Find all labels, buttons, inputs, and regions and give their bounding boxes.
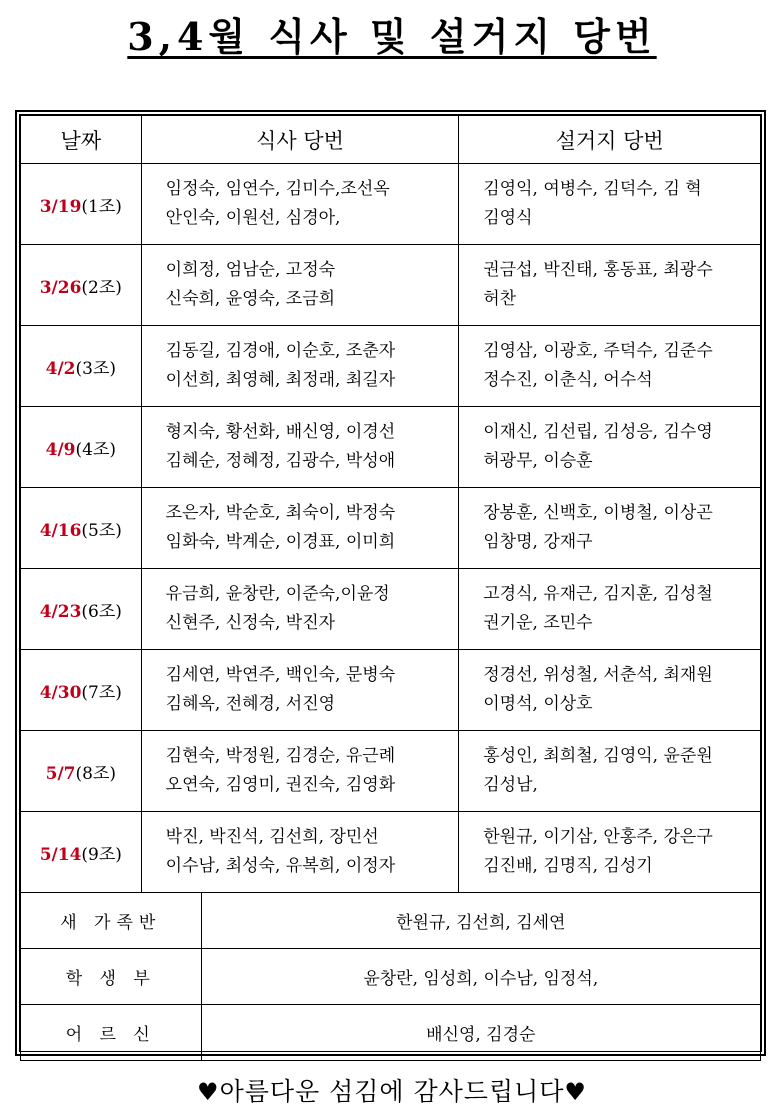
meal-duty-names: 조은자, 박순호, 최숙이, 박정숙 <box>165 503 396 523</box>
special-group-row <box>21 893 761 949</box>
date-value: 3/19 <box>39 196 82 217</box>
date-value: 4/30 <box>39 682 82 703</box>
date-cell <box>21 812 142 893</box>
special-group-label: 학 생 부 <box>21 949 202 1005</box>
special-group-names: 윤창란, 임성희, 이수남, 임정석, <box>201 949 760 1005</box>
meal-duty-names: 이선희, 최영혜, 최정래, 최길자 <box>165 370 396 390</box>
table-row <box>21 731 761 812</box>
special-group-row <box>21 949 761 1005</box>
dish-duty-cell <box>459 812 761 893</box>
special-group-row <box>21 1005 761 1061</box>
table-row <box>21 245 761 326</box>
meal-duty-cell <box>141 245 459 326</box>
meal-duty-names: 김세연, 박연주, 백인숙, 문병숙 <box>165 665 396 685</box>
dish-duty-cell <box>459 488 761 569</box>
dish-duty-names: 정경선, 위성철, 서춘석, 최재원 <box>483 665 713 685</box>
dish-duty-names: 이재신, 김선립, 김성응, 김수영 <box>483 422 713 442</box>
group-label: (7조) <box>81 682 122 703</box>
closing-message <box>0 1072 784 1108</box>
heart-icon: ♥ <box>197 1078 220 1106</box>
group-label: (1조) <box>81 196 122 217</box>
table-row <box>21 407 761 488</box>
dish-column-header: 설거지 당번 <box>459 116 761 164</box>
dish-duty-names: 허광무, 이승훈 <box>483 451 593 471</box>
group-label: (5조) <box>81 520 122 541</box>
dish-duty-names: 장봉훈, 신백호, 이병철, 이상곤 <box>483 503 713 523</box>
date-value: 4/9 <box>45 439 76 460</box>
table-row <box>21 326 761 407</box>
date-cell <box>21 488 142 569</box>
special-group-label: 어 르 신 <box>21 1005 202 1061</box>
page-title <box>0 6 784 61</box>
date-column-header: 날짜 <box>21 116 142 164</box>
dish-duty-names: 김성남, <box>483 775 538 795</box>
meal-duty-names: 형지숙, 황선화, 배신영, 이경선 <box>165 422 396 442</box>
dish-duty-names: 김영삼, 이광호, 주덕수, 김준수 <box>483 341 713 361</box>
date-cell <box>21 164 142 245</box>
date-cell <box>21 245 142 326</box>
dish-duty-cell <box>459 164 761 245</box>
meal-duty-cell <box>141 488 459 569</box>
dish-duty-names: 김영익, 여병수, 김덕수, 김 혁 <box>483 179 702 199</box>
meal-duty-names: 박진, 박진석, 김선희, 장민선 <box>165 827 379 847</box>
date-value: 4/23 <box>39 601 82 622</box>
dish-duty-names: 김진배, 김명직, 김성기 <box>483 856 653 876</box>
dish-duty-cell <box>459 326 761 407</box>
date-cell <box>21 650 142 731</box>
meal-duty-names: 이희정, 엄남순, 고정숙 <box>165 260 336 280</box>
table-row <box>21 569 761 650</box>
date-cell <box>21 326 142 407</box>
date-value: 4/2 <box>45 358 76 379</box>
meal-duty-cell <box>141 164 459 245</box>
table-row <box>21 650 761 731</box>
dish-duty-names: 정수진, 이춘식, 어수석 <box>483 370 653 390</box>
meal-duty-names: 유금희, 윤창란, 이준숙,이윤정 <box>165 584 390 604</box>
group-label: (2조) <box>81 277 122 298</box>
dish-duty-names: 허찬 <box>483 289 517 309</box>
duty-roster-table <box>20 115 761 1061</box>
meal-duty-names: 김동길, 김경애, 이순호, 조춘자 <box>165 341 396 361</box>
meal-duty-names: 임정숙, 임연수, 김미수,조선옥 <box>165 179 390 199</box>
group-label: (6조) <box>81 601 122 622</box>
date-cell <box>21 569 142 650</box>
meal-duty-names: 김혜순, 정혜정, 김광수, 박성애 <box>165 451 396 471</box>
group-label: (8조) <box>75 763 117 784</box>
closing-message-text: 아름다운 섬김에 감사드립니다 <box>219 1077 565 1106</box>
dish-duty-names: 권기운, 조민수 <box>483 613 593 633</box>
dish-duty-cell <box>459 569 761 650</box>
date-value: 5/7 <box>45 763 76 784</box>
meal-duty-cell <box>141 326 459 407</box>
dish-duty-names: 고경식, 유재근, 김지훈, 김성철 <box>483 584 713 604</box>
group-label: (9조) <box>81 844 122 865</box>
date-value: 5/14 <box>39 844 82 865</box>
duty-roster-frame <box>15 110 766 1056</box>
meal-duty-cell <box>141 812 459 893</box>
table-header-row <box>21 116 761 164</box>
dish-duty-names: 홍성인, 최희철, 김영익, 윤준원 <box>483 746 713 766</box>
meal-column-header: 식사 당번 <box>141 116 459 164</box>
dish-duty-names: 한원규, 이기삼, 안홍주, 강은구 <box>483 827 713 847</box>
heart-icon: ♥ <box>564 1078 587 1106</box>
meal-duty-names: 김혜옥, 전혜경, 서진영 <box>165 694 336 714</box>
meal-duty-cell <box>141 731 459 812</box>
dish-duty-names: 이명석, 이상호 <box>483 694 593 714</box>
date-value: 4/16 <box>39 520 82 541</box>
meal-duty-names: 김현숙, 박정원, 김경순, 유근례 <box>165 746 396 766</box>
dish-duty-cell <box>459 731 761 812</box>
dish-duty-cell <box>459 245 761 326</box>
special-group-names: 한원규, 김선희, 김세연 <box>201 893 760 949</box>
meal-duty-names: 이수남, 최성숙, 유복희, 이정자 <box>165 856 396 876</box>
meal-duty-names: 신숙희, 윤영숙, 조금희 <box>165 289 336 309</box>
meal-duty-cell <box>141 569 459 650</box>
meal-duty-names: 오연숙, 김영미, 권진숙, 김영화 <box>165 775 396 795</box>
dish-duty-names: 김영식 <box>483 208 533 228</box>
meal-duty-names: 안인숙, 이원선, 심경아, <box>165 208 341 228</box>
meal-duty-names: 임화숙, 박계순, 이경표, 이미희 <box>165 532 396 552</box>
dish-duty-cell <box>459 650 761 731</box>
group-label: (4조) <box>75 439 117 460</box>
dish-duty-names: 권금섭, 박진태, 홍동표, 최광수 <box>483 260 713 280</box>
dish-duty-cell <box>459 407 761 488</box>
page-title-text: 3,4월 식사 및 설거지 당번 <box>127 14 657 59</box>
special-group-names: 배신영, 김경순 <box>201 1005 760 1061</box>
meal-duty-cell <box>141 407 459 488</box>
meal-duty-names: 신현주, 신정숙, 박진자 <box>165 613 336 633</box>
group-label: (3조) <box>75 358 117 379</box>
date-cell <box>21 407 142 488</box>
table-row <box>21 164 761 245</box>
date-cell <box>21 731 142 812</box>
dish-duty-names: 임창명, 강재구 <box>483 532 593 552</box>
meal-duty-cell <box>141 650 459 731</box>
table-row <box>21 488 761 569</box>
special-group-label: 새 가족반 <box>21 893 202 949</box>
date-value: 3/26 <box>39 277 82 298</box>
table-row <box>21 812 761 893</box>
